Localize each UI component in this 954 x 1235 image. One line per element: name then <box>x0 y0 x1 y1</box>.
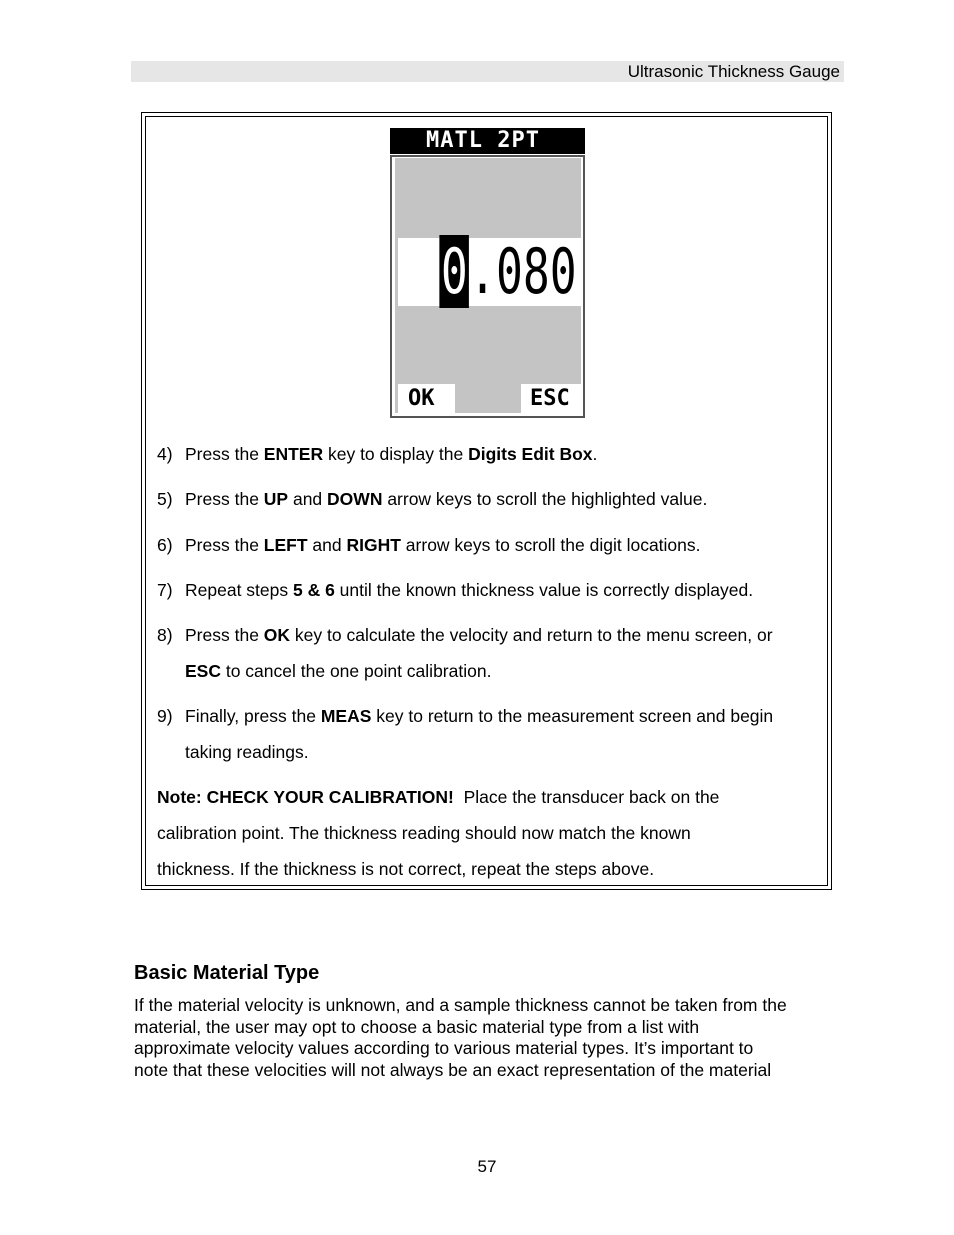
note-line-2: calibration point. The thickness reading should now match the known <box>157 823 691 843</box>
step-9: 9) Finally, press the MEAS key to return to the measurement screen and begin <box>157 706 774 726</box>
body-paragraph: If the material velocity is unknown, and a sample thickness cannot be taken from the material, the user may opt to choose a basic material type from a list with approximate velocity values according to various material types. It’s important to note that these velocities will not always be an exact representation of the material <box>134 995 787 1080</box>
highlighted-digit: 0 <box>441 235 469 308</box>
step-8-continued: ESC to cancel the one point calibration. <box>185 661 492 681</box>
header-title: Ultrasonic Thickness Gauge <box>627 62 840 81</box>
thickness-value <box>440 235 577 308</box>
page-header <box>131 61 844 82</box>
step-5: 5) Press the UP and DOWN arrow keys to scroll the highlighted value. <box>157 489 708 509</box>
note-label: Note: CHECK YOUR CALIBRATION! <box>157 787 454 807</box>
ok-softkey: OK <box>398 384 455 414</box>
section-heading: Basic Material Type <box>134 962 320 984</box>
lcd-screen <box>390 155 585 418</box>
digits-edit-box <box>398 235 581 308</box>
step-8: 8) Press the OK key to calculate the velocity and return to the menu screen, or <box>157 625 773 645</box>
step-9-continued: taking readings. <box>185 742 309 762</box>
value-digits: .080 <box>469 235 577 308</box>
page-number: 57 <box>477 1157 497 1176</box>
lcd-title: MATL 2PT <box>390 128 585 154</box>
esc-softkey: ESC <box>521 384 581 414</box>
step-7: 7) Repeat steps 5 & 6 until the known thickness value is correctly displayed. <box>157 580 754 600</box>
step-4: 4) Press the ENTER key to display the Digits Edit Box. <box>157 444 598 464</box>
note-line-3: thickness. If the thickness is not correct, repeat the steps above. <box>157 859 655 879</box>
step-6: 6) Press the LEFT and RIGHT arrow keys to scroll the digit locations. <box>157 535 701 555</box>
note-line-1: Note: CHECK YOUR CALIBRATION! Place the transducer back on the <box>157 787 720 807</box>
